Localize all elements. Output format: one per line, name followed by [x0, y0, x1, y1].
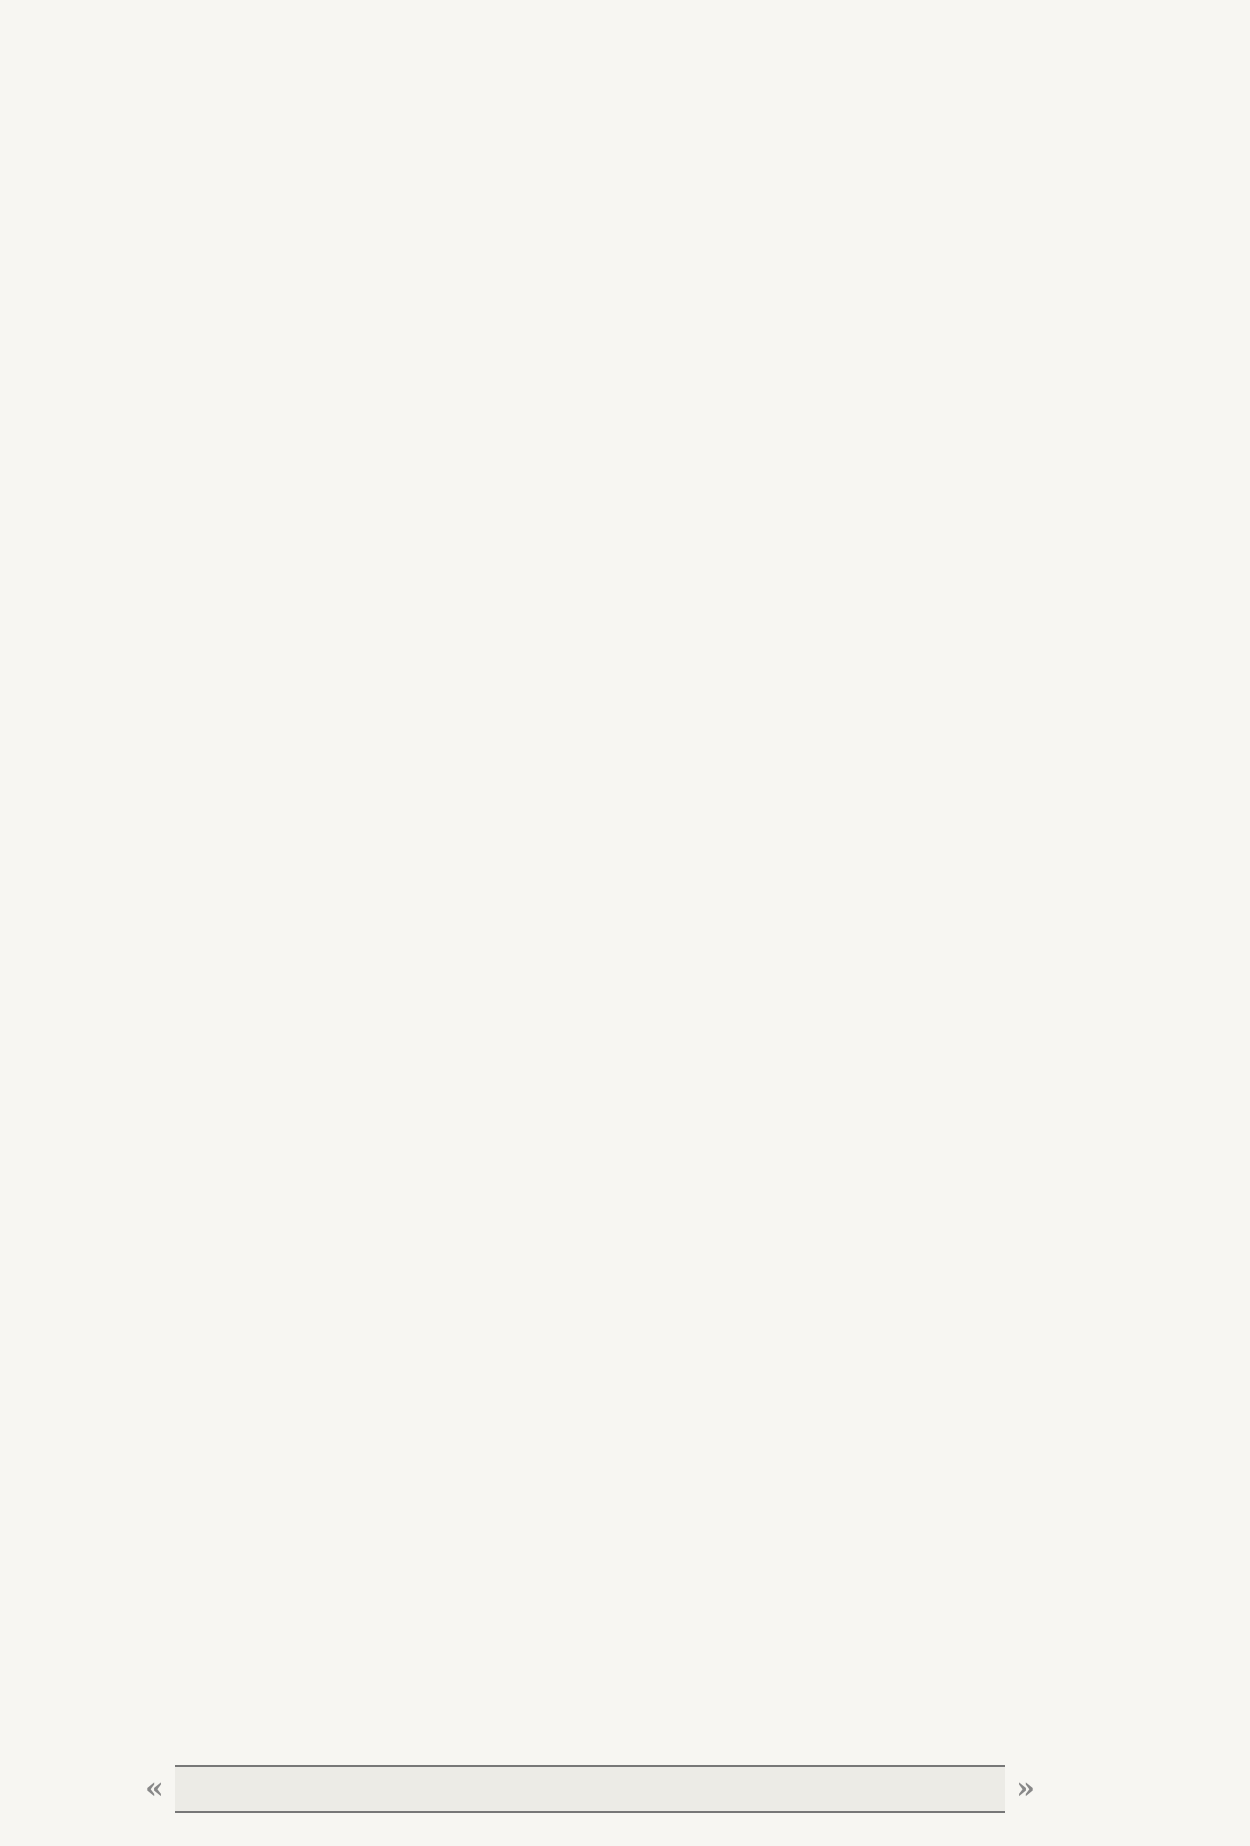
right-arrow-icon: »: [1016, 1771, 1035, 1806]
left-arrow-icon: «: [145, 1771, 164, 1806]
page-footer: [145, 1765, 1035, 1813]
